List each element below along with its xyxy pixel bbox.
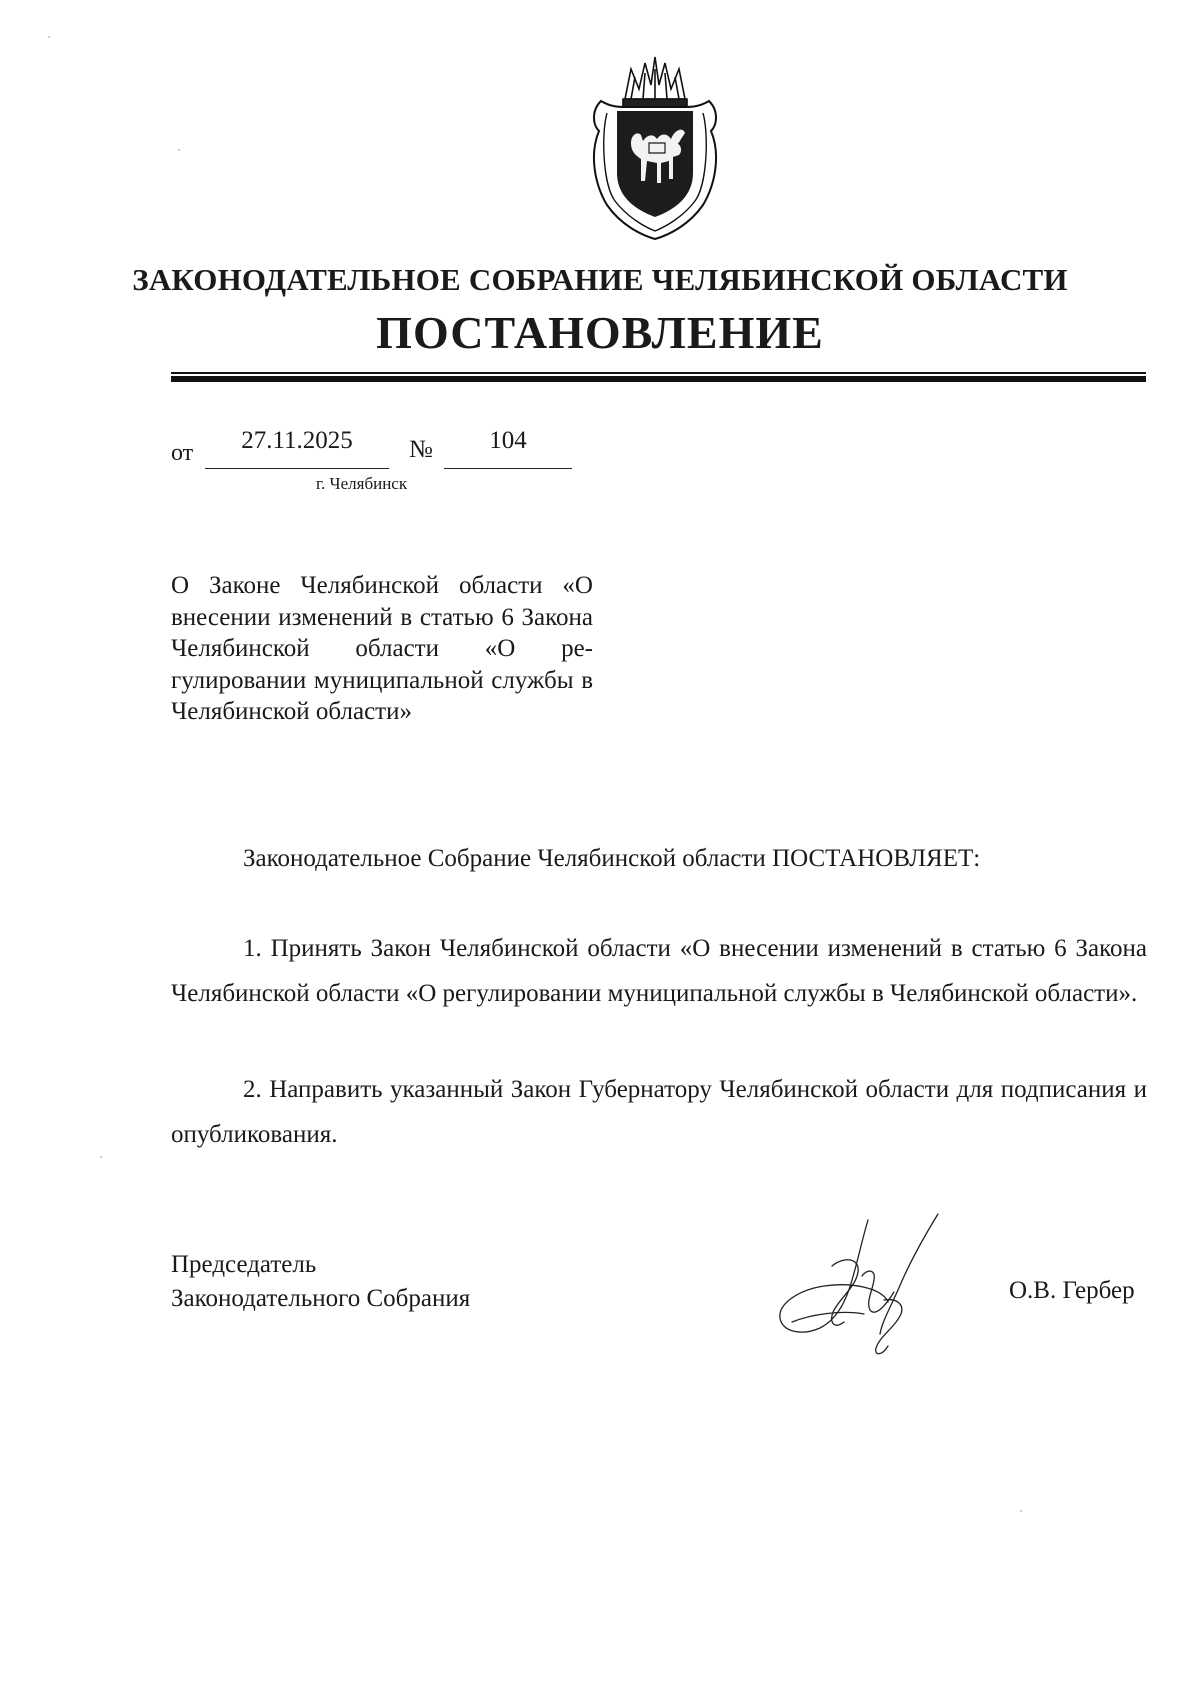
header-divider-thick (171, 376, 1146, 382)
signatory-role-line-1: Председатель (171, 1251, 317, 1278)
signatory-role-line-2: Законодательного Собрания (171, 1285, 471, 1312)
date-label: от (171, 440, 194, 466)
clause-2: 2. Направить указанный Закон Губернатору Челябинской области для подписания и опубликования. (171, 1076, 1147, 1148)
document-subject: О Законе Челябинской области «О внесении изменений в статью 6 Закона Челябинской области «О регулировании муниципальной службы в Челябинской области» (171, 572, 593, 725)
document-type-title: ПОСТАНОВЛЕНИЕ (376, 307, 824, 358)
scan-speck (48, 36, 50, 38)
signer-name: О.В. Гербер (1009, 1277, 1135, 1304)
city-label: г. Челябинск (316, 474, 408, 493)
scan-speck (178, 149, 180, 151)
organization-title: ЗАКОНОДАТЕЛЬНОЕ СОБРАНИЕ ЧЕЛЯБИНСКОЙ ОБЛАСТИ (132, 262, 1068, 297)
clause-1: 1. Принять Закон Челябинской области «О внесении изменений в статью 6 Закона Челябинской области «О регулировании муниципальной службы в Челябинской области». (171, 935, 1147, 1007)
handwritten-signature-icon (772, 1210, 972, 1360)
coat-of-arms-icon (587, 55, 723, 241)
document-number: 104 (489, 427, 527, 454)
number-label: № (409, 436, 433, 463)
scan-speck (1020, 1510, 1022, 1512)
signatory-role (171, 1248, 470, 1316)
date-underline (205, 468, 389, 469)
number-underline (444, 468, 572, 469)
preamble: Законодательное Собрание Челябинской области ПОСТАНОВЛЯЕТ: (243, 845, 981, 872)
document-date: 27.11.2025 (241, 427, 353, 454)
scan-speck (100, 1156, 102, 1158)
header-divider-thin (171, 372, 1146, 374)
